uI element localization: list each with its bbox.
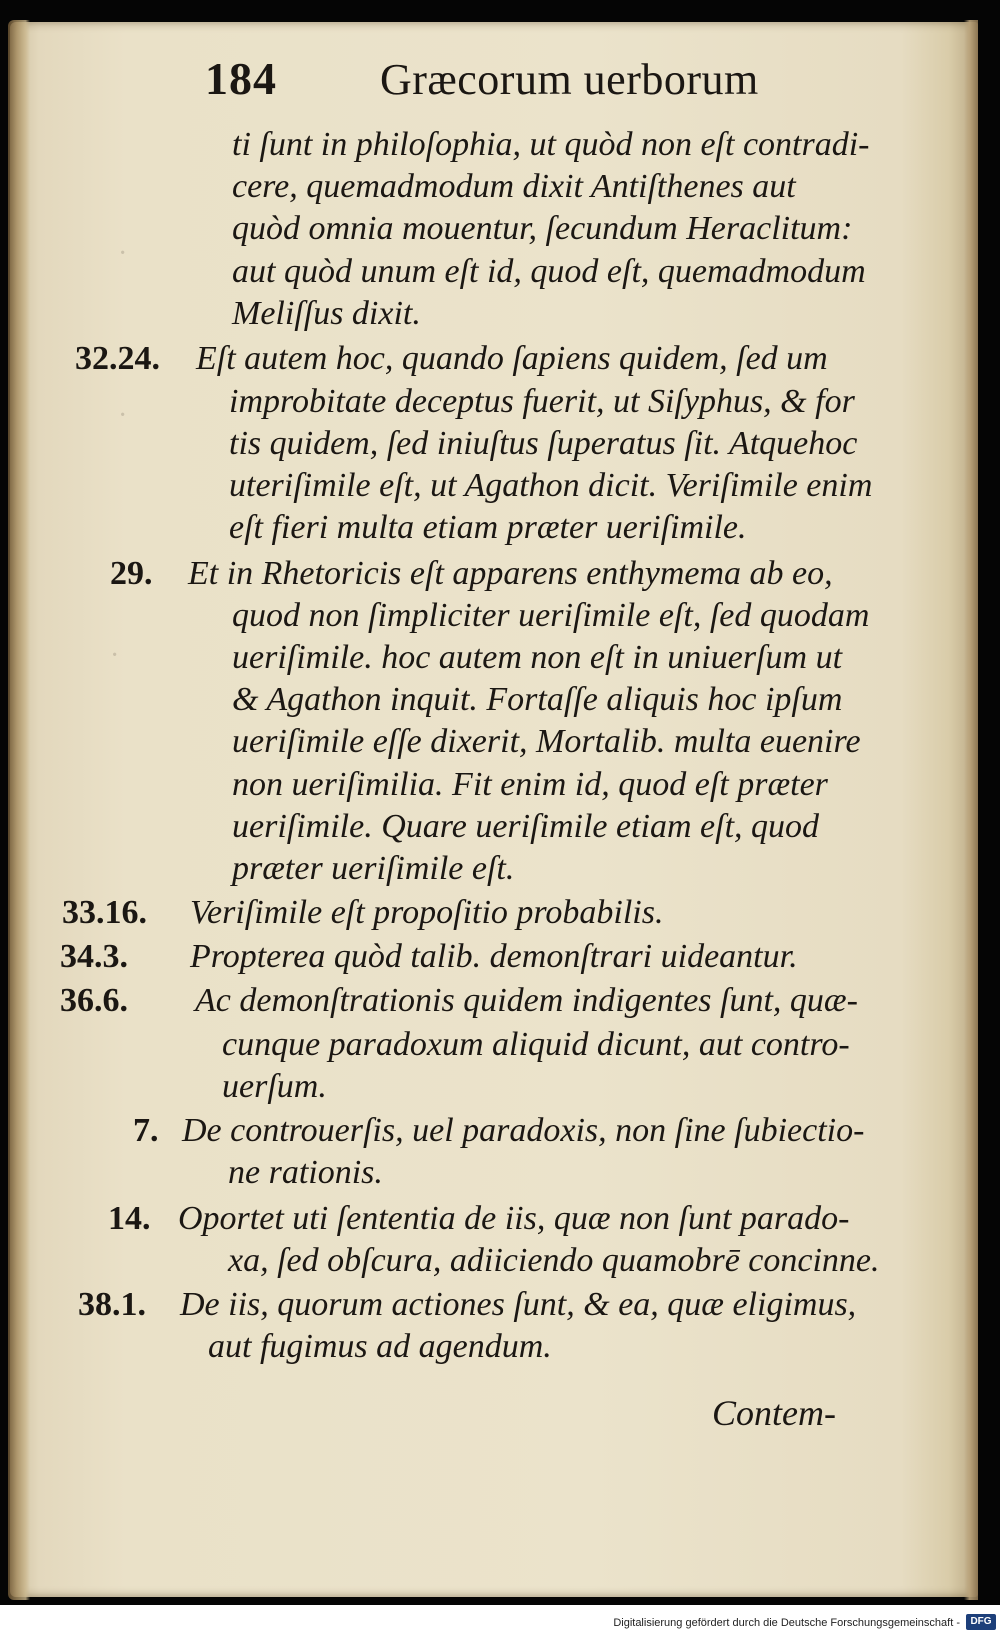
marginal-reference: 34.3. — [60, 938, 128, 975]
page-number: 184 — [205, 53, 277, 104]
text-line: De iis, quorum actiones ſunt, & ea, quæ eligimus, — [180, 1286, 857, 1323]
text-line: aut fugimus ad agendum. — [208, 1328, 552, 1365]
catchword: Contem- — [712, 1393, 836, 1433]
text-line: & Agathon inquit. Fortaſſe aliquis hoc ipſum — [232, 681, 843, 718]
text-line: ti ſunt in philoſophia, ut quòd non eſt contradi- — [232, 126, 870, 163]
bleed-through-mark: · — [118, 400, 128, 431]
text-line: Veriſimile eſt propoſitio probabilis. — [190, 894, 664, 931]
text-line: ne rationis. — [228, 1154, 383, 1191]
funding-credit: Digitalisierung gefördert durch die Deutsche Forschungsgemeinschaft - — [613, 1617, 960, 1629]
running-head — [205, 52, 805, 122]
text-line: Oportet uti ſententia de iis, quæ non ſunt parado- — [178, 1200, 850, 1237]
text-line: uerſum. — [222, 1068, 327, 1105]
text-line: tis quidem, ſed iniuſtus ſuperatus ſit. Atquehoc — [229, 425, 858, 462]
running-title: Græcorum uerborum — [380, 55, 759, 104]
text-line: cunque paradoxum aliquid dicunt, aut contro- — [222, 1026, 850, 1063]
marginal-reference: 29. — [110, 555, 153, 592]
text-line: ueriſimile. Quare ueriſimile etiam eſt, quod — [232, 808, 820, 845]
marginal-reference: 36.6. — [60, 982, 128, 1019]
page-binding-edge — [8, 20, 30, 1600]
text-line: aut quòd unum eſt id, quod eſt, quemadmodum — [232, 253, 866, 290]
footer-bar — [0, 1605, 1000, 1638]
marginal-reference: 7. — [133, 1112, 159, 1149]
text-line: ueriſimile. hoc autem non eſt in uniuerſum ut — [232, 639, 843, 676]
text-line: quod non ſimpliciter ueriſimile eſt, ſed quodam — [232, 597, 870, 634]
bleed-through-mark: · — [110, 640, 120, 671]
page-fore-edge — [964, 20, 978, 1600]
text-line: Meliſſus dixit. — [232, 295, 421, 332]
marginal-reference: 38.1. — [78, 1286, 146, 1323]
text-line: non ueriſimilia. Fit enim id, quod eſt præter — [232, 766, 828, 803]
text-line: cere, quemadmodum dixit Antiſthenes aut — [232, 168, 796, 205]
text-line: Ac demonſtrationis quidem indigentes ſunt, quæ- — [195, 982, 858, 1019]
marginal-reference: 14. — [108, 1200, 151, 1237]
marginal-reference: 32.24. — [75, 340, 160, 377]
text-line: ueriſimile eſſe dixerit, Mortalib. multa euenire — [232, 723, 861, 760]
text-line: De controuerſis, uel paradoxis, non ſine ſubiectio- — [182, 1112, 865, 1149]
text-line: præter ueriſimile eſt. — [232, 850, 515, 887]
text-line: uteriſimile eſt, ut Agathon dicit. Veriſimile enim — [229, 467, 873, 504]
text-line: improbitate deceptus fuerit, ut Siſyphus, & for — [229, 383, 855, 420]
text-line: Eſt autem hoc, quando ſapiens quidem, ſed um — [196, 340, 828, 377]
text-line: Propterea quòd talib. demonſtrari uideantur. — [190, 938, 798, 975]
marginal-reference: 33.16. — [62, 894, 147, 931]
text-line: Et in Rhetoricis eſt apparens enthymema ab eo, — [188, 555, 833, 592]
text-line: quòd omnia mouentur, ſecundum Heraclitum: — [232, 210, 853, 247]
text-line: xa, ſed obſcura, adiiciendo quamobrē concinne. — [228, 1242, 880, 1279]
dfg-logo: DFG — [966, 1614, 996, 1630]
bleed-through-mark: · — [118, 238, 128, 269]
text-line: eſt fieri multa etiam præter ueriſimile. — [229, 509, 747, 546]
